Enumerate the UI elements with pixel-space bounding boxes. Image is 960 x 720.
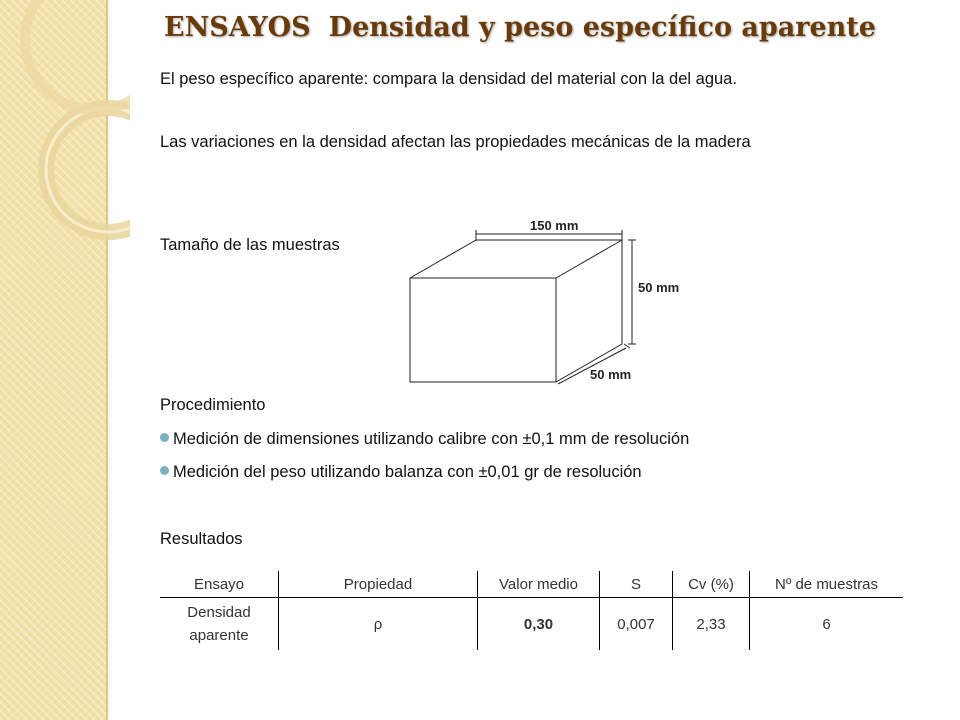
- procedure-heading: Procedimiento: [160, 396, 266, 414]
- table-header: Propiedad: [279, 571, 478, 598]
- bullet-item-weight: [160, 463, 642, 482]
- table-header: S: [600, 571, 673, 598]
- height-label: 50 mm: [638, 280, 680, 295]
- paragraph-specific-weight: El peso específico aparente: compara la densidad del material con la del agua.: [160, 70, 737, 88]
- bullet-dot-icon: [160, 466, 169, 475]
- table-cell: ρ: [279, 598, 478, 651]
- table-header: Cv (%): [673, 571, 750, 598]
- decorative-rings: [0, 0, 130, 300]
- block-front-face: [410, 278, 556, 382]
- length-label: 150 mm: [530, 218, 579, 233]
- bullet-text: Medición del peso utilizando balanza con ±0,01 gr de resolución: [173, 463, 642, 481]
- bullet-text: Medición de dimensiones utilizando calibre con ±0,1 mm de resolución: [173, 430, 690, 448]
- table-cell: 2,33: [673, 598, 750, 651]
- page-title: [164, 12, 876, 43]
- table-header-row: [160, 571, 903, 598]
- bullet-item-dimensions: [160, 430, 689, 449]
- table-row: [160, 598, 903, 651]
- paragraph-density-variation: Las variaciones en la densidad afectan las propiedades mecánicas de la madera: [160, 133, 751, 151]
- table-cell: 0,30: [478, 598, 600, 651]
- depth-label: 50 mm: [590, 367, 632, 382]
- table-cell: 0,007: [600, 598, 673, 651]
- table-cell: Densidad aparente: [187, 604, 251, 644]
- table-header: Ensayo: [160, 571, 279, 598]
- table-header: Valor medio: [478, 571, 600, 598]
- bullet-dot-icon: [160, 433, 169, 442]
- title-part2: Densidad y peso específico aparente: [328, 12, 876, 43]
- paragraph-sample-size: Tamaño de las muestras: [160, 236, 340, 254]
- sample-dimensions-diagram: [400, 212, 700, 387]
- results-heading: Resultados: [160, 530, 243, 548]
- results-table: [160, 571, 903, 650]
- table-cell: 6: [750, 598, 904, 651]
- table-header: Nº de muestras: [750, 571, 904, 598]
- title-part1: ENSAYOS: [164, 12, 311, 43]
